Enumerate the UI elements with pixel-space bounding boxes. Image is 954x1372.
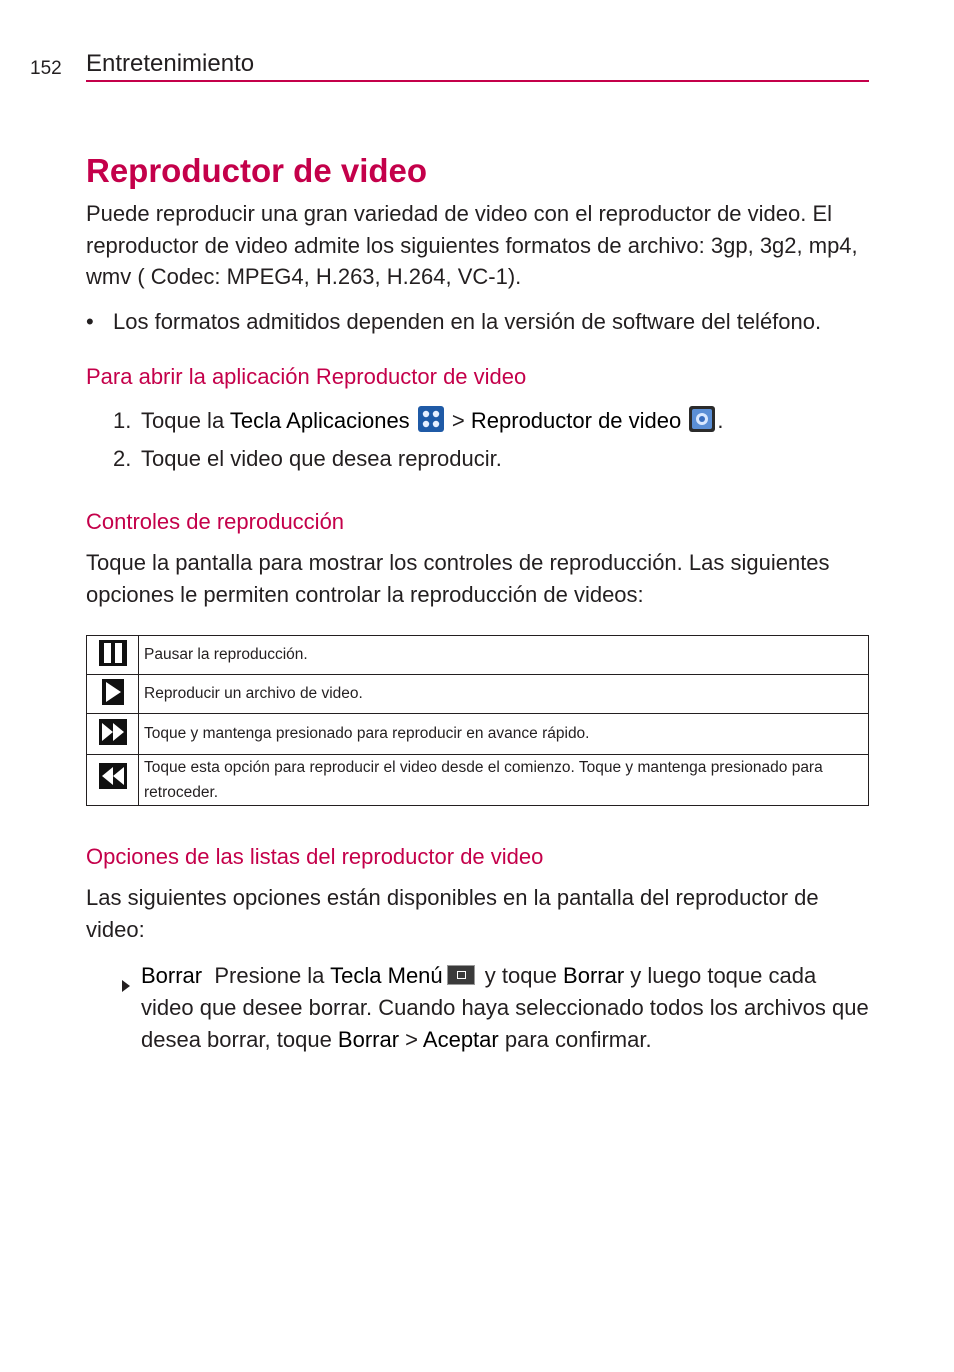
- option-bold-3: Borrar: [337, 1027, 400, 1052]
- description-cell: Reproducir un archivo de video.: [139, 675, 869, 714]
- step-separator: >: [445, 408, 471, 433]
- description-cell: Pausar la reproducción.: [139, 636, 869, 675]
- video-player-icon: [689, 406, 715, 432]
- option-bold-2: Borrar: [563, 963, 625, 988]
- option-text-2: y toque: [478, 963, 564, 988]
- intro-paragraph: Puede reproducir una gran variedad de video con el reproductor de video. El reproductor de video admite los siguientes formatos de archivo: 3gp, 3g2, mp4, wmv ( Codec: MPEG4, H.263, H.264, VC-1).: [86, 201, 858, 289]
- fast-forward-icon: [99, 719, 127, 745]
- icon-cell: [87, 714, 139, 755]
- icon-cell: [87, 675, 139, 714]
- step-end: .: [717, 408, 724, 433]
- apps-grid-icon: [418, 406, 444, 432]
- list-options-paragraph: Las siguientes opciones están disponibles en la pantalla del reproductor de video:: [86, 885, 819, 942]
- option-borrar: [122, 960, 870, 1056]
- section-title: Entretenimiento: [86, 50, 255, 77]
- option-text: [141, 960, 870, 1056]
- step-text: [141, 402, 724, 440]
- step-text: Toque el video que desea reproducir.: [141, 446, 502, 471]
- icon-cell: [87, 636, 139, 675]
- video-player-label: Reproductor de video: [470, 408, 682, 433]
- pause-icon: [99, 640, 127, 666]
- bullet-item: [86, 306, 870, 338]
- controls-paragraph: Toque la pantalla para mostrar los controles de reproducción. Las siguientes opciones le permiten controlar la reproducción de videos:: [86, 550, 830, 607]
- table-row: [87, 675, 869, 714]
- icon-cell: [87, 755, 139, 806]
- apps-key-label: Tecla Aplicaciones: [229, 408, 410, 433]
- open-heading: Para abrir la aplicación Reproductor de video: [86, 364, 527, 389]
- triangle-bullet-icon: [122, 960, 141, 1056]
- option-text-1: Presione la: [202, 963, 331, 988]
- step-1: [113, 402, 870, 440]
- steps-list: [113, 402, 870, 478]
- play-icon: [102, 679, 124, 705]
- page-content: [86, 148, 870, 1056]
- step-number: 2.: [113, 446, 132, 471]
- list-options-heading: Opciones de las listas del reproductor de video: [86, 844, 544, 869]
- option-text-4: >: [399, 1027, 423, 1052]
- page-title: Reproductor de video: [86, 152, 428, 189]
- step-number: 1.: [113, 408, 132, 433]
- bullet-text: Los formatos admitidos dependen en la versión de software del teléfono.: [113, 308, 822, 334]
- page-number: 152: [30, 58, 62, 79]
- table-row: [87, 714, 869, 755]
- table-row: [87, 755, 869, 806]
- step-pre: Toque la: [141, 408, 230, 433]
- header-rule: [86, 80, 869, 82]
- menu-key-label: Tecla Menú: [330, 963, 443, 988]
- bullet-icon: •: [86, 308, 94, 334]
- description-cell: Toque y mantenga presionado para reproducir en avance rápido.: [139, 714, 869, 755]
- menu-key-icon: [447, 965, 475, 985]
- step-2: [113, 440, 870, 478]
- table-row: [87, 636, 869, 675]
- description-cell: Toque esta opción para reproducir el video desde el comienzo. Toque y mantenga presionado para retroceder.: [139, 755, 869, 806]
- rewind-icon: [99, 763, 127, 789]
- controls-table: [86, 635, 869, 806]
- option-bold-4: Aceptar: [422, 1027, 499, 1052]
- option-text-5: para confirmar.: [498, 1027, 652, 1052]
- option-label: Borrar: [141, 963, 203, 988]
- option-text-3: y luego toque cada video que desee borrar. Cuando haya seleccionado todos los archivos que desea borrar, toque: [141, 963, 869, 1052]
- controls-heading: Controles de reproducción: [86, 509, 345, 534]
